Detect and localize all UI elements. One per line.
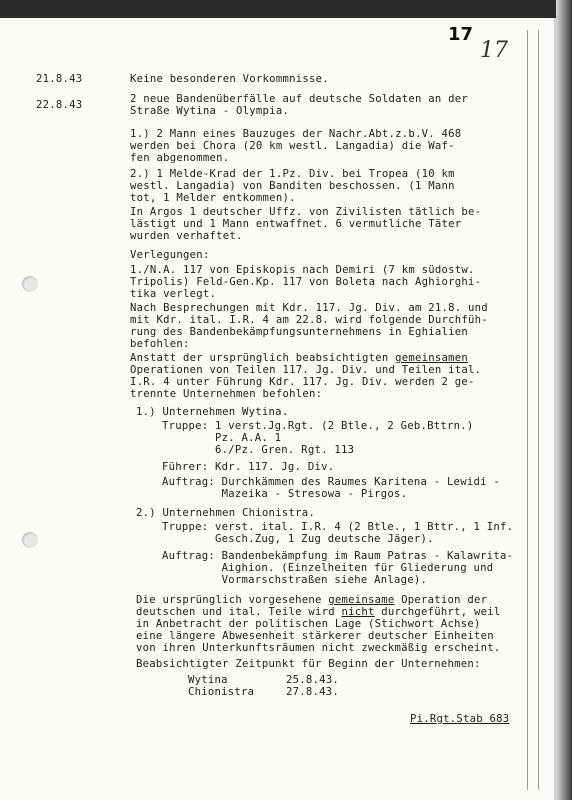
schedule-date: 25.8.43. [286, 674, 340, 686]
text-run: deutschen und ital. Teile wird [136, 606, 342, 618]
incident-line: 1.) 2 Mann eines Bauzuges der Nachr.Abt.z.b.V. 468 [130, 128, 462, 140]
paragraph-line: 1./N.A. 117 von Episkopis nach Demiri (7 km südostw. [130, 264, 475, 276]
section-heading: Verlegungen: [130, 249, 210, 261]
operation-title: 1.) Unternehmen Wytina. [136, 406, 289, 418]
paragraph-line: rung des Bandenbekämpfungsunternehmens in Eghialien [130, 326, 469, 338]
page-number-typed: 17 [448, 24, 474, 45]
incident-line: 2.) 1 Melde-Krad der 1.Pz. Div. bei Tropea (10 km [130, 168, 455, 180]
paragraph-line: befohlen: [130, 338, 190, 350]
signature-unit: Pi.Rgt.Stab 683 [410, 713, 510, 725]
entry-text: Keine besonderen Vorkommnisse. [130, 73, 329, 85]
text-run: durchgeführt, weil [374, 606, 501, 618]
entry-text: 2 neue Bandenüberfälle auf deutsche Soldaten an der [130, 93, 469, 105]
operation-title: 2.) Unternehmen Chionistra. [136, 507, 315, 519]
page-edge-line [527, 30, 528, 790]
underlined-word: gemeinsame [328, 594, 395, 606]
underlined-word: nicht [341, 606, 375, 618]
operation-line: Auftrag: Durchkämmen des Raumes Karitena - Lewidi - [162, 476, 501, 488]
incident-line: westl. Langadia) von Banditen beschossen. (1 Mann [130, 180, 455, 192]
operation-line: Truppe: verst. ital. I.R. 4 (2 Btle., 1 Bttr., 1 Inf. [162, 521, 514, 533]
operation-line: Truppe: 1 verst.Jg.Rgt. (2 Btle., 2 Geb.Bttrn.) [162, 420, 474, 432]
text-run: Operation der [394, 594, 488, 606]
schedule-date: 27.8.43. [286, 686, 340, 698]
paragraph-line: Operationen von Teilen 117. Jg. Div. und Teilen ital. [130, 364, 482, 376]
paragraph-line: tika verlegt. [130, 288, 217, 300]
paragraph-line: I.R. 4 unter Führung Kdr. 117. Jg. Div. werden 2 ge- [130, 376, 475, 388]
operation-line: Auftrag: Bandenbekämpfung im Raum Patras - Kalawrita- [162, 550, 514, 562]
section-heading: Beabsichtigter Zeitpunkt für Beginn der Unternehmen: [136, 658, 481, 670]
incident-line: werden bei Chora (20 km westl. Langadia) die Waf- [130, 140, 455, 152]
underlined-word: gemeinsamen [395, 352, 469, 364]
text-run: Die ursprünglich vorgesehene [136, 594, 329, 606]
paragraph-line: trennte Unternehmen befohlen: [130, 388, 323, 400]
paragraph-line: Nach Besprechungen mit Kdr. 117. Jg. Div. am 21.8. und [130, 302, 488, 314]
paragraph-line: lästigt und 1 Mann entwaffnet. 6 vermutliche Täter [130, 218, 462, 230]
text-run: Anstatt der ursprünglich beabsichtigten [130, 352, 396, 364]
paragraph-line: In Argos 1 deutscher Uffz. von Zivilisten tätlich be- [130, 206, 482, 218]
paragraph-line [130, 352, 468, 364]
incident-line: tot, 1 Melder entkommen). [130, 192, 296, 204]
paragraph-line: mit Kdr. ital. I.R. 4 am 22.8. wird folgende Durchfüh- [130, 314, 488, 326]
paragraph-line: wurden verhaftet. [130, 230, 243, 242]
entry-date: 22.8.43 [36, 99, 83, 111]
paragraph-line: eine längere Abwesenheit stärkerer deutscher Einheiten [136, 630, 494, 642]
paragraph-line [136, 594, 487, 606]
paragraph-line [136, 606, 501, 618]
entry-date: 21.8.43 [36, 73, 83, 85]
operation-line: Gesch.Zug, 1 Zug deutsche Jäger). [162, 533, 434, 545]
incident-line: fen abgenommen. [130, 152, 230, 164]
operation-line: Führer: Kdr. 117. Jg. Div. [162, 461, 335, 473]
schedule-name: Wytina [188, 674, 228, 686]
schedule-name: Chionistra [188, 686, 255, 698]
operation-line: Aighion. (Einzelheiten für Gliederung und [162, 562, 494, 574]
punch-hole [22, 276, 38, 292]
operation-line: 6./Pz. Gren. Rgt. 113 [162, 444, 355, 456]
punch-hole [22, 532, 38, 548]
operation-line: Pz. A.A. 1 [162, 432, 282, 444]
paragraph-line: von ihren Unterkunftsräumen nicht zweckmäßig erscheint. [136, 642, 501, 654]
paragraph-line: in Anbetracht der politischen Lage (Stichwort Achse) [136, 618, 481, 630]
paragraph-line: Tripolis) Feld-Gen.Kp. 117 von Boleta nach Aghiorghi- [130, 276, 482, 288]
operation-line: Vormarschstraßen siehe Anlage). [162, 574, 428, 586]
page-number-handwritten: 17 [480, 38, 508, 63]
scan-right-edge [556, 0, 572, 800]
page-edge-line [538, 30, 539, 790]
entry-text: Straße Wytina - Olympia. [130, 105, 290, 117]
scan-top-edge [0, 0, 556, 18]
operation-line: Mazeika - Stresowa - Pirgos. [162, 488, 408, 500]
